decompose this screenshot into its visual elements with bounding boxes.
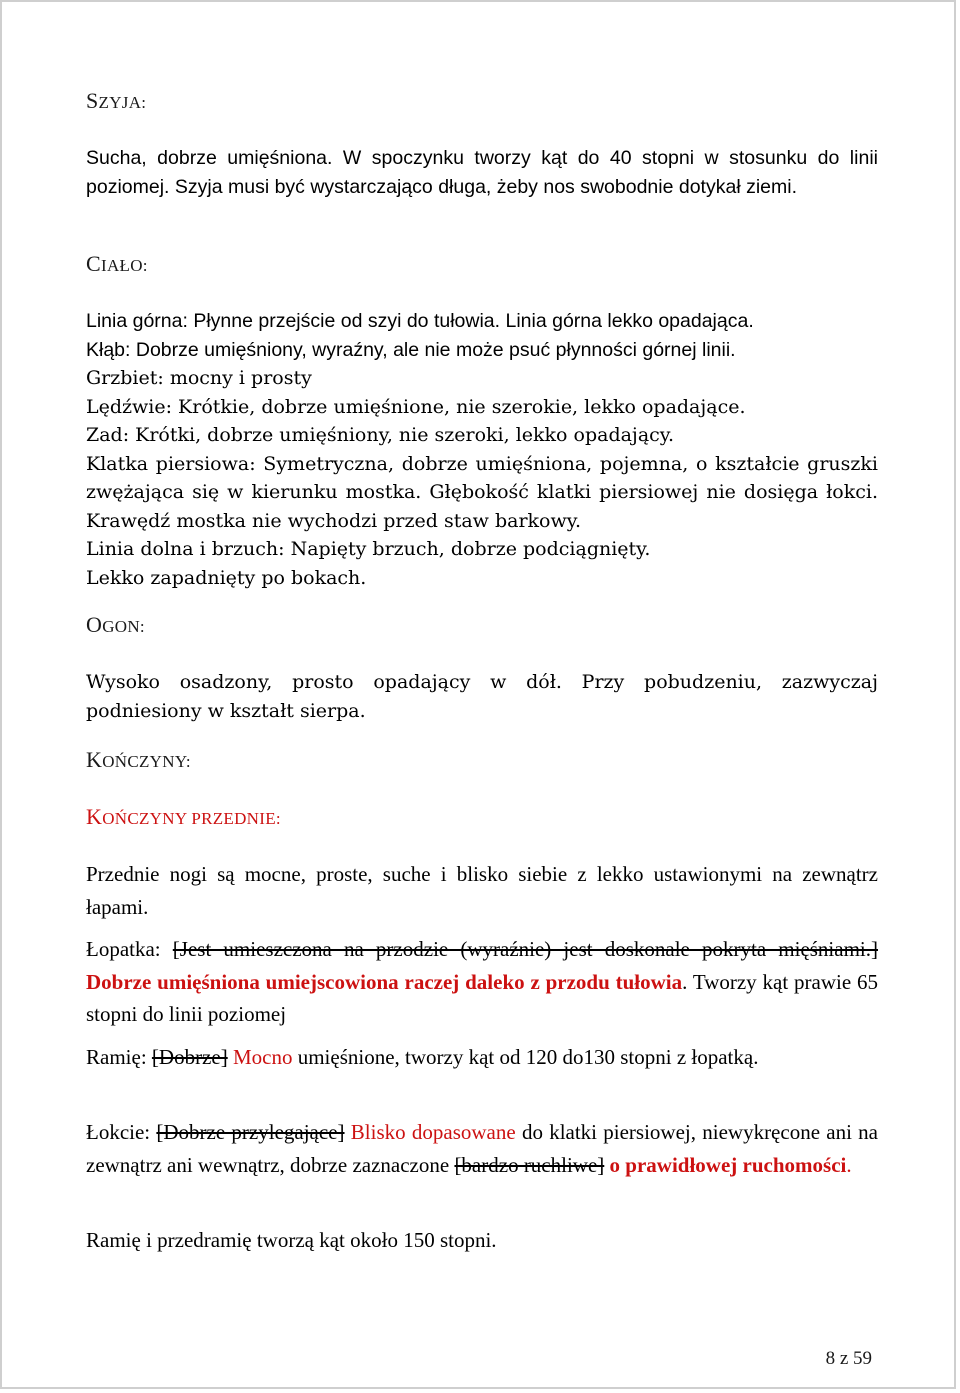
- elbows-struck-text-2: [bardzo ruchliwe]: [454, 1152, 605, 1177]
- elbows-label: Łokcie:: [86, 1120, 157, 1144]
- upper-arm-struck-text: [Dobrze]: [151, 1045, 228, 1069]
- elbows-mid-text: do klatki piersiowej, niewykręcone ani na zewnątrz ani wewnątrz, dobrze zaznaczone: [86, 1120, 878, 1177]
- heading-neck: SZYJA:: [86, 88, 147, 113]
- neck-paragraph: Sucha, dobrze umięśniona. W spoczynku tworzy kąt do 40 stopni w stosunku do linii poziomej. Szyja musi być wystarczająco długa, żeby nos swobodnie dotykał ziemi.: [86, 147, 878, 198]
- upper-arm-rest-text: umięśnione, tworzy kąt od 120 do130 stopni z łopatką.: [292, 1045, 759, 1069]
- body-line-back: Grzbiet: mocny i prosty: [86, 367, 312, 389]
- shoulder-label: Łopatka:: [86, 937, 173, 961]
- heading-body: CIAŁO:: [86, 251, 148, 276]
- body-line-underline: Linia dolna i brzuch: Napięty brzuch, dobrze podciągnięty.: [86, 538, 651, 560]
- heading-forelimbs: KOŃCZYNY PRZEDNIE:: [86, 804, 281, 829]
- upper-arm-paragraph: [86, 1041, 878, 1074]
- elbows-new-text-1: Blisko dopasowane: [344, 1120, 516, 1144]
- body-line-croup: Zad: Krótki, dobrze umięśniony, nie szeroki, lekko opadający.: [86, 424, 675, 446]
- heading-limbs: KOŃCZYNY:: [86, 747, 191, 772]
- shoulder-rest-text: . Tworzy kąt prawie 65 stopni do linii poziomej: [86, 969, 878, 1026]
- body-line-topline: Linia górna: Płynne przejście od szyi do tułowia. Linia górna lekko opadająca.: [86, 310, 754, 332]
- upper-arm-new-text: Mocno: [227, 1045, 293, 1069]
- page-number: 8 z 59: [825, 1348, 872, 1369]
- shoulder-paragraph: [86, 933, 878, 1031]
- body-line-chest: Klatka piersiowa: Symetryczna, dobrze umięśniona, pojemna, o kształcie gruszki zwężająca się w kierunku mostka. Głębokość klatki piersiowej nie dosięga łokci. Krawędź mostka nie wychodzi przed staw barkowy.: [86, 452, 878, 532]
- elbows-paragraph: [86, 1116, 878, 1181]
- elbows-new-text-2: o prawidłowej ruchomości: [604, 1152, 847, 1177]
- elbows-struck-text-1: [Dobrze przylegające]: [156, 1120, 345, 1144]
- elbows-end-text: .: [846, 1152, 852, 1177]
- forelimbs-paragraph: Przednie nogi są mocne, proste, suche i blisko siebie z lekko ustawionymi na zewnątrz łapami.: [86, 862, 878, 919]
- tail-paragraph: Wysoko osadzony, prosto opadający w dół. Przy pobudzeniu, zazwyczaj podniesiony w kształt sierpa.: [86, 671, 878, 722]
- angle-paragraph: Ramię i przedramię tworzą kąt około 150 stopni.: [86, 1228, 497, 1252]
- upper-arm-label: Ramię:: [86, 1045, 152, 1069]
- heading-tail: OGON:: [86, 612, 145, 637]
- body-section: [86, 307, 878, 592]
- shoulder-new-text: Dobrze umięśniona umiejscowiona raczej daleko z przodu tułowia: [86, 969, 683, 994]
- body-line-loins: Lędźwie: Krótkie, dobrze umięśnione, nie szerokie, lekko opadające.: [86, 395, 746, 418]
- body-line-flanks: Lekko zapadnięty po bokach.: [86, 566, 367, 589]
- body-line-withers: Kłąb: Dobrze umięśniony, wyraźny, ale nie może psuć płynności górnej linii.: [86, 338, 736, 361]
- shoulder-struck-text: [Jest umieszczona na przodzie (wyraźnie) jest doskonale pokryta mięśniami.]: [172, 937, 879, 961]
